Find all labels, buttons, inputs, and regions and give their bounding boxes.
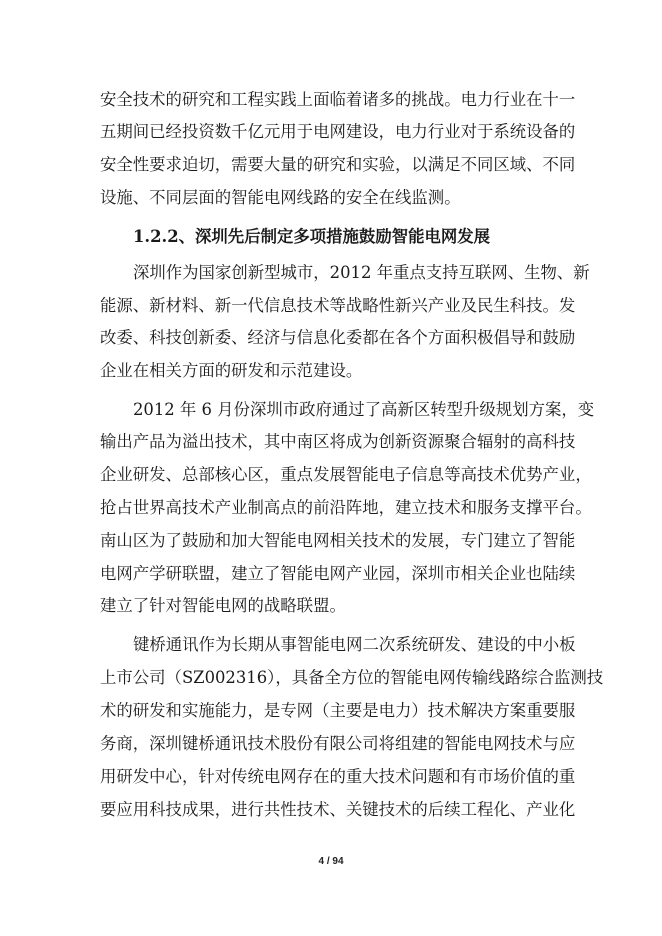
body-text-line: 务商，深圳键桥通讯技术股份有限公司将组建的智能电网技术与应 <box>100 734 576 753</box>
page-number: 4 / 94 <box>318 856 344 867</box>
body-text-line: 能源、新材料、新一代信息技术等战略性新兴产业及民生科技。发 <box>100 296 576 315</box>
body-text-line: 电网产学研联盟，建立了智能电网产业园，深圳市相关企业也陆续 <box>100 564 576 583</box>
body-text-line: 术的研发和实施能力，是专网（主要是电力）技术解决方案重要服 <box>100 701 576 720</box>
body-text-line: 用研发中心，针对传统电网存在的重大技术问题和有市场价值的重 <box>100 767 576 786</box>
body-text-line: 五期间已经投资数千亿元用于电网建设，电力行业对于系统设备的 <box>100 122 576 141</box>
body-text-line: 南山区为了鼓励和加大智能电网相关技术的发展，专门建立了智能 <box>100 531 576 550</box>
body-text-line: 企业在相关方面的研发和示范建设。 <box>100 361 363 380</box>
body-text-line: 企业研发、总部核心区，重点发展智能电子信息等高技术优势产业， <box>100 465 592 484</box>
body-text-line: 输出产品为溢出技术，其中南区将成为创新资源聚合辐射的高科技 <box>100 432 576 451</box>
body-text-line: 建立了针对智能电网的战略联盟。 <box>100 596 346 615</box>
body-text-line: 要应用科技成果，进行共性技术、关键技术的后续工程化、产业化 <box>100 800 576 819</box>
body-text-line: 上市公司（SZ002316），具备全方位的智能电网传输线路综合监测技 <box>100 668 604 687</box>
section-heading: 1.2.2、深圳先后制定多项措施鼓励智能电网发展 <box>133 227 491 246</box>
body-text-line: 2012 年 6 月份深圳市政府通过了高新区转型升级规划方案，变 <box>133 400 595 419</box>
body-text-line: 深圳作为国家创新型城市，2012 年重点支持互联网、生物、新 <box>133 263 590 282</box>
body-text-line: 改委、科技创新委、经济与信息化委都在各个方面积极倡导和鼓励 <box>100 328 576 347</box>
body-text-line: 安全技术的研究和工程实践上面临着诸多的挑战。电力行业在十一 <box>100 90 576 109</box>
body-text-line: 设施、不同层面的智能电网线路的安全在线监测。 <box>100 188 461 207</box>
body-text-line: 安全性要求迫切，需要大量的研究和实验，以满足不同区域、不同 <box>100 155 576 174</box>
body-text-line: 抢占世界高技术产业制高点的前沿阵地，建立技术和服务支撑平台。 <box>100 498 592 517</box>
body-text-line: 键桥通讯作为长期从事智能电网二次系统研发、建设的中小板 <box>133 635 576 654</box>
